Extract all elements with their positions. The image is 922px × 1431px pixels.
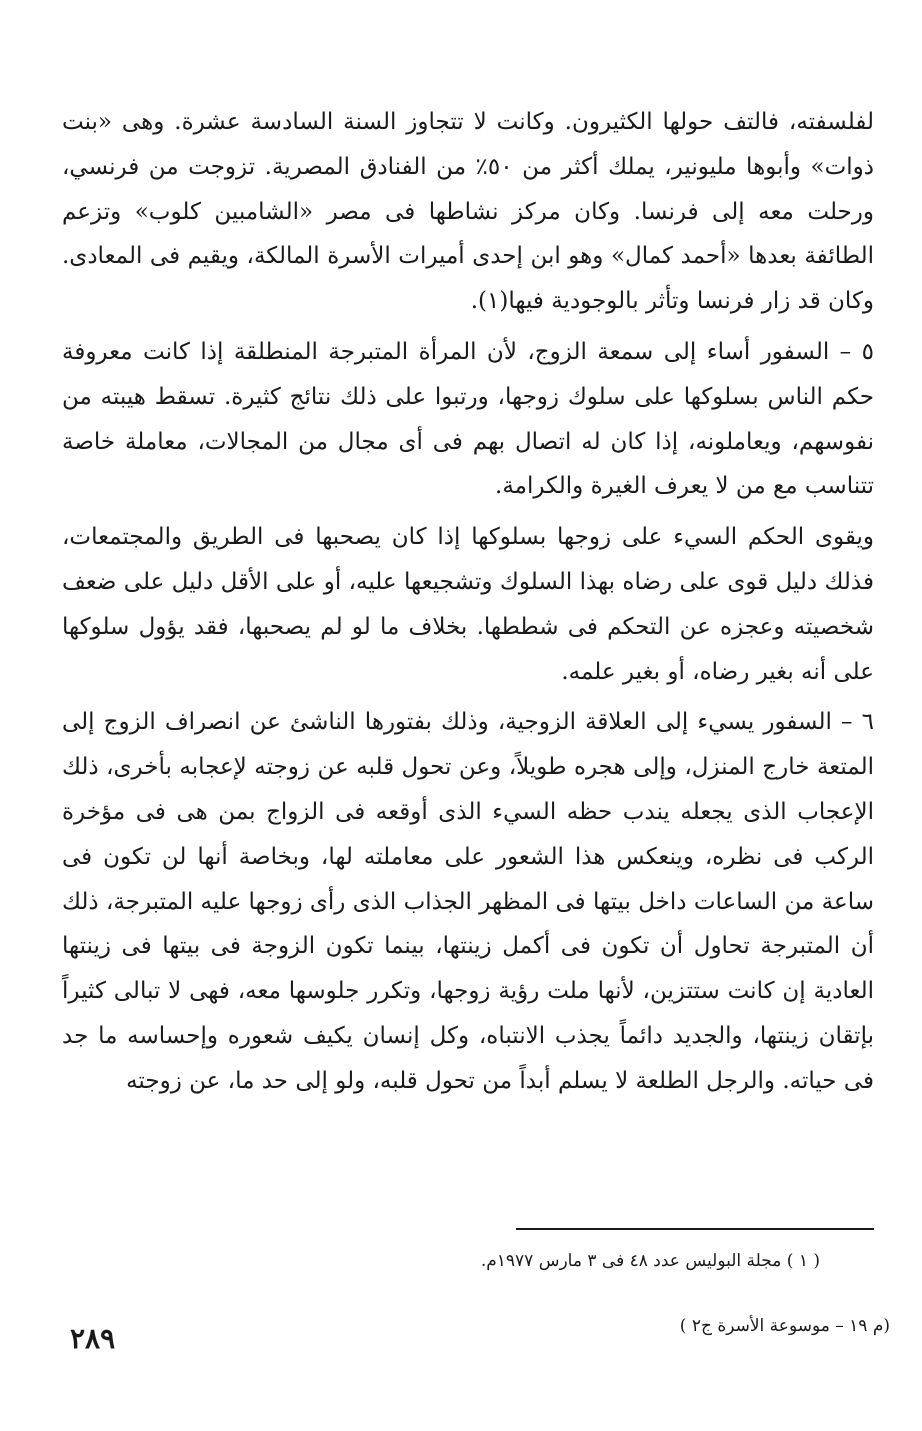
paragraph-1: لفلسفته، فالتف حولها الكثيرون. وكانت لا تتجاوز السنة السادسة عشرة. وهى «بنت ذوات» وأبوها مليونير، يملك أكثر من ٥٠٪ من الفنادق المصرية. تزوجت من فرنسي، ورحلت معه إلى فرنسا. وكان مركز نشاطها فى مصر «الشامبين كلوب» وتزعم الطائفة بعدها «أحمد كمال» وهو ابن إحدى أميرات الأسرة المالكة، ويقيم فى المعادى. وكان قد زار فرنسا وتأثر بالوجودية فيها(١). <box>62 109 874 315</box>
paragraph-4: ٦ – السفور يسيء إلى العلاقة الزوجية، وذلك بفتورها الناشئ عن انصراف الزوج إلى المتعة خارج المنزل، وإلى هجره طويلاً، وعن تحول قلبه عن زوجته لإعجابه بأخرى، ذلك الإعجاب الذى يجعله يندب حظه السيء الذى أوقعه فى الزواج بمن هى فى مؤخرة الركب فى نظره، وينعكس هذا الشعور على معاملته لها، وبخاصة أنها لن تكون فى ساعة من الساعات داخل بيتها فى المظهر الجذاب الذى رأى زوجها عليه المتبرجة، ذلك أن المتبرجة تحاول أن تكون فى أكمل زينتها، بينما تكون الزوجة فى بيتها فى زينتها العادية إن كانت ستتزين، لأنها ملت رؤية زوجها، وتكرر جلوسها معه، فهى لا تبالى كثيراً بإتقان زينتها، والجديد دائماً يجذب الانتباه، وكل إنسان يكيف شعوره وإحساسه ما جد فى حياته. والرجل الطلعة لا يسلم أبداً من تحول قلبه، ولو إلى حد ما، عن زوجته <box>62 709 874 1094</box>
running-footer: (م ١٩ – موسوعة الأسرة ج٢ ) <box>679 1316 890 1336</box>
page-number: ٢٨٩ <box>70 1322 116 1355</box>
footnote-divider <box>516 1228 874 1230</box>
paragraph-2: ٥ – السفور أساء إلى سمعة الزوج، لأن المرأة المتبرجة المنطلقة إذا كانت معروفة حكم الناس بسلوكها على سلوك زوجها، ورتبوا على ذلك نتائج كثيرة. تسقط هيبته من نفوسهم، ويعاملونه، إذا كان له اتصال بهم فى أى مجال من المجالات، معاملة خاصة تتناسب مع من لا يعرف الغيرة والكرامة. <box>62 338 874 500</box>
paragraph-3: ويقوى الحكم السيء على زوجها بسلوكها إذا كان يصحبها فى الطريق والمجتمعات، فذلك دليل قوى على رضاه بهذا السلوك وتشجيعها عليه، أو على الأقل دليل على ضعف شخصيته وعجزه عن التحكم فى شططها. بخلاف ما لو لم يصحبها، فقد يؤول سلوكها على أنه بغير رضاه، أو بغير علمه. <box>62 524 874 685</box>
body-text <box>62 100 874 1104</box>
footnote: ( ١ ) مجلة البوليس عدد ٤٨ فى ٣ مارس ١٩٧٧م. <box>480 1251 820 1271</box>
